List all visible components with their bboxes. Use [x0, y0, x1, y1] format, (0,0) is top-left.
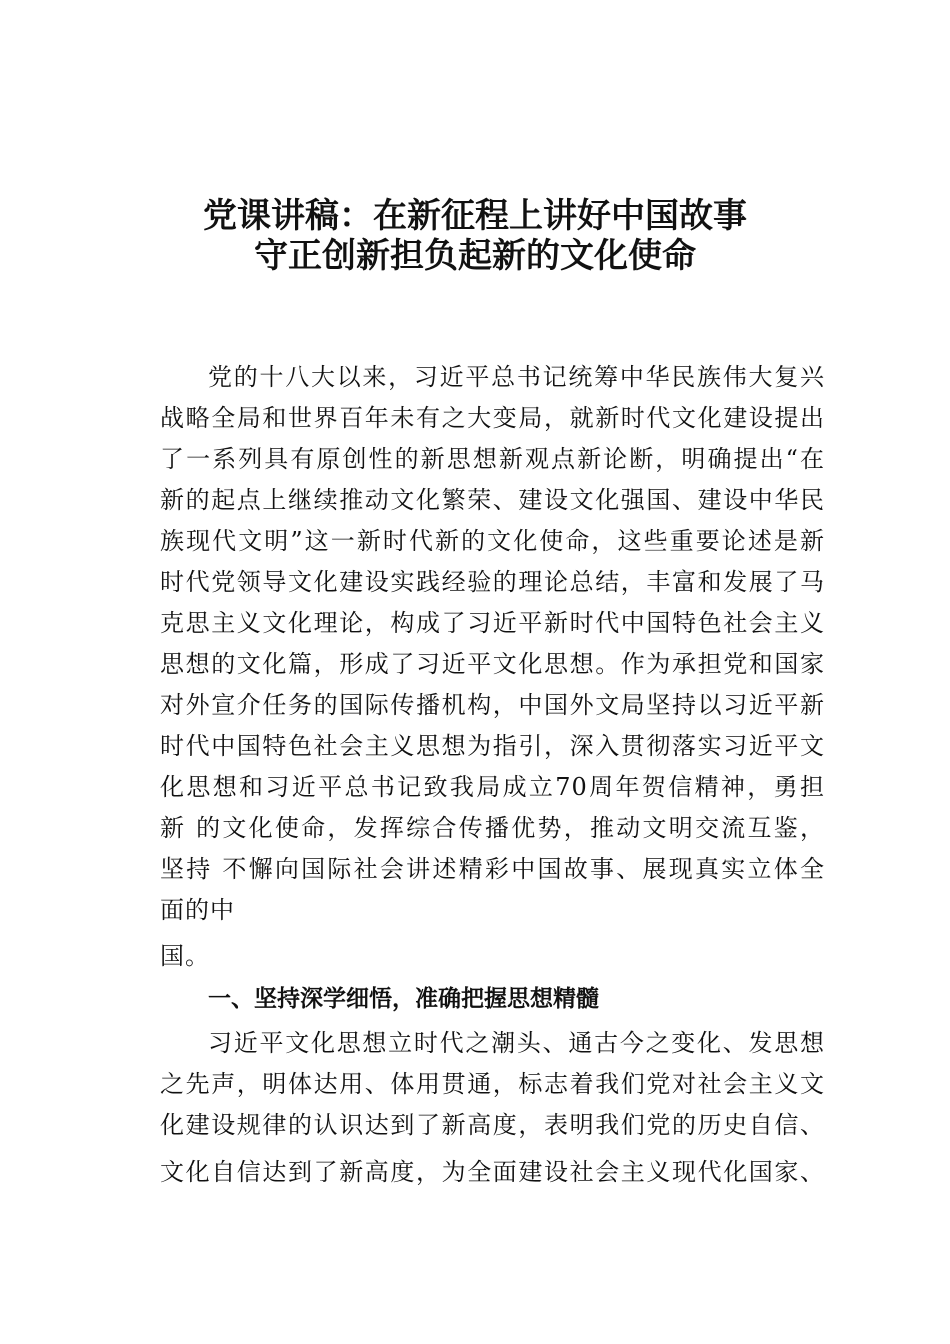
paragraph-line: 之先声，明体达用、体用贯通，标志着我们党对社会主义文 [160, 1070, 825, 1098]
section-heading: 一、坚持深学细悟，准确把握思想精髓 [208, 986, 599, 1012]
paragraph-line: 战略全局和世界百年未有之大变局，就新时代文化建设提出 [160, 404, 825, 432]
paragraph-line: 面的中 [160, 896, 235, 924]
paragraph-line: 国。 [160, 942, 210, 970]
paragraph-line: 党的十八大以来，习近平总书记统筹中华民族伟大复兴 [208, 363, 825, 391]
paragraph-line: 化建设规律的认识达到了新高度，表明我们党的历史自信、 [160, 1111, 825, 1139]
paragraph-line: 思想的文化篇，形成了习近平文化思想。作为承担党和国家 [160, 650, 825, 678]
document-title-line-1: 党课讲稿：在新征程上讲好中国故事 [203, 196, 747, 236]
paragraph-line: 时代中国特色社会主义思想为指引，深入贯彻落实习近平文 [160, 732, 825, 760]
paragraph-line: 坚持 不懈向国际社会讲述精彩中国故事、展现真实立体全 [160, 855, 825, 883]
paragraph-line: 新的起点上继续推动文化繁荣、建设文化强国、建设中华民 [160, 486, 825, 514]
document-title-line-2: 守正创新担负起新的文化使命 [254, 236, 696, 276]
paragraph-line: 时代党领导文化建设实践经验的理论总结，丰富和发展了马 [160, 568, 825, 596]
paragraph-line: 新 的文化使命，发挥综合传播优势，推动文明交流互鉴， [160, 814, 825, 842]
paragraph-line: 对外宣介任务的国际传播机构，中国外文局坚持以习近平新 [160, 691, 825, 719]
paragraph-line: 习近平文化思想立时代之潮头、通古今之变化、发思想 [208, 1029, 825, 1057]
paragraph-line: 克思主义文化理论，构成了习近平新时代中国特色社会主义 [160, 609, 825, 637]
paragraph-line: 文化自信达到了新高度，为全面建设社会主义现代化国家、 [160, 1158, 825, 1186]
paragraph-line: 族现代文明”这一新时代新的文化使命，这些重要论述是新 [160, 527, 825, 555]
paragraph-line: 了一系列具有原创性的新思想新观点新论断，明确提出“在 [160, 445, 825, 473]
paragraph-line: 化思想和习近平总书记致我局成立70周年贺信精神，勇担 [160, 773, 825, 801]
